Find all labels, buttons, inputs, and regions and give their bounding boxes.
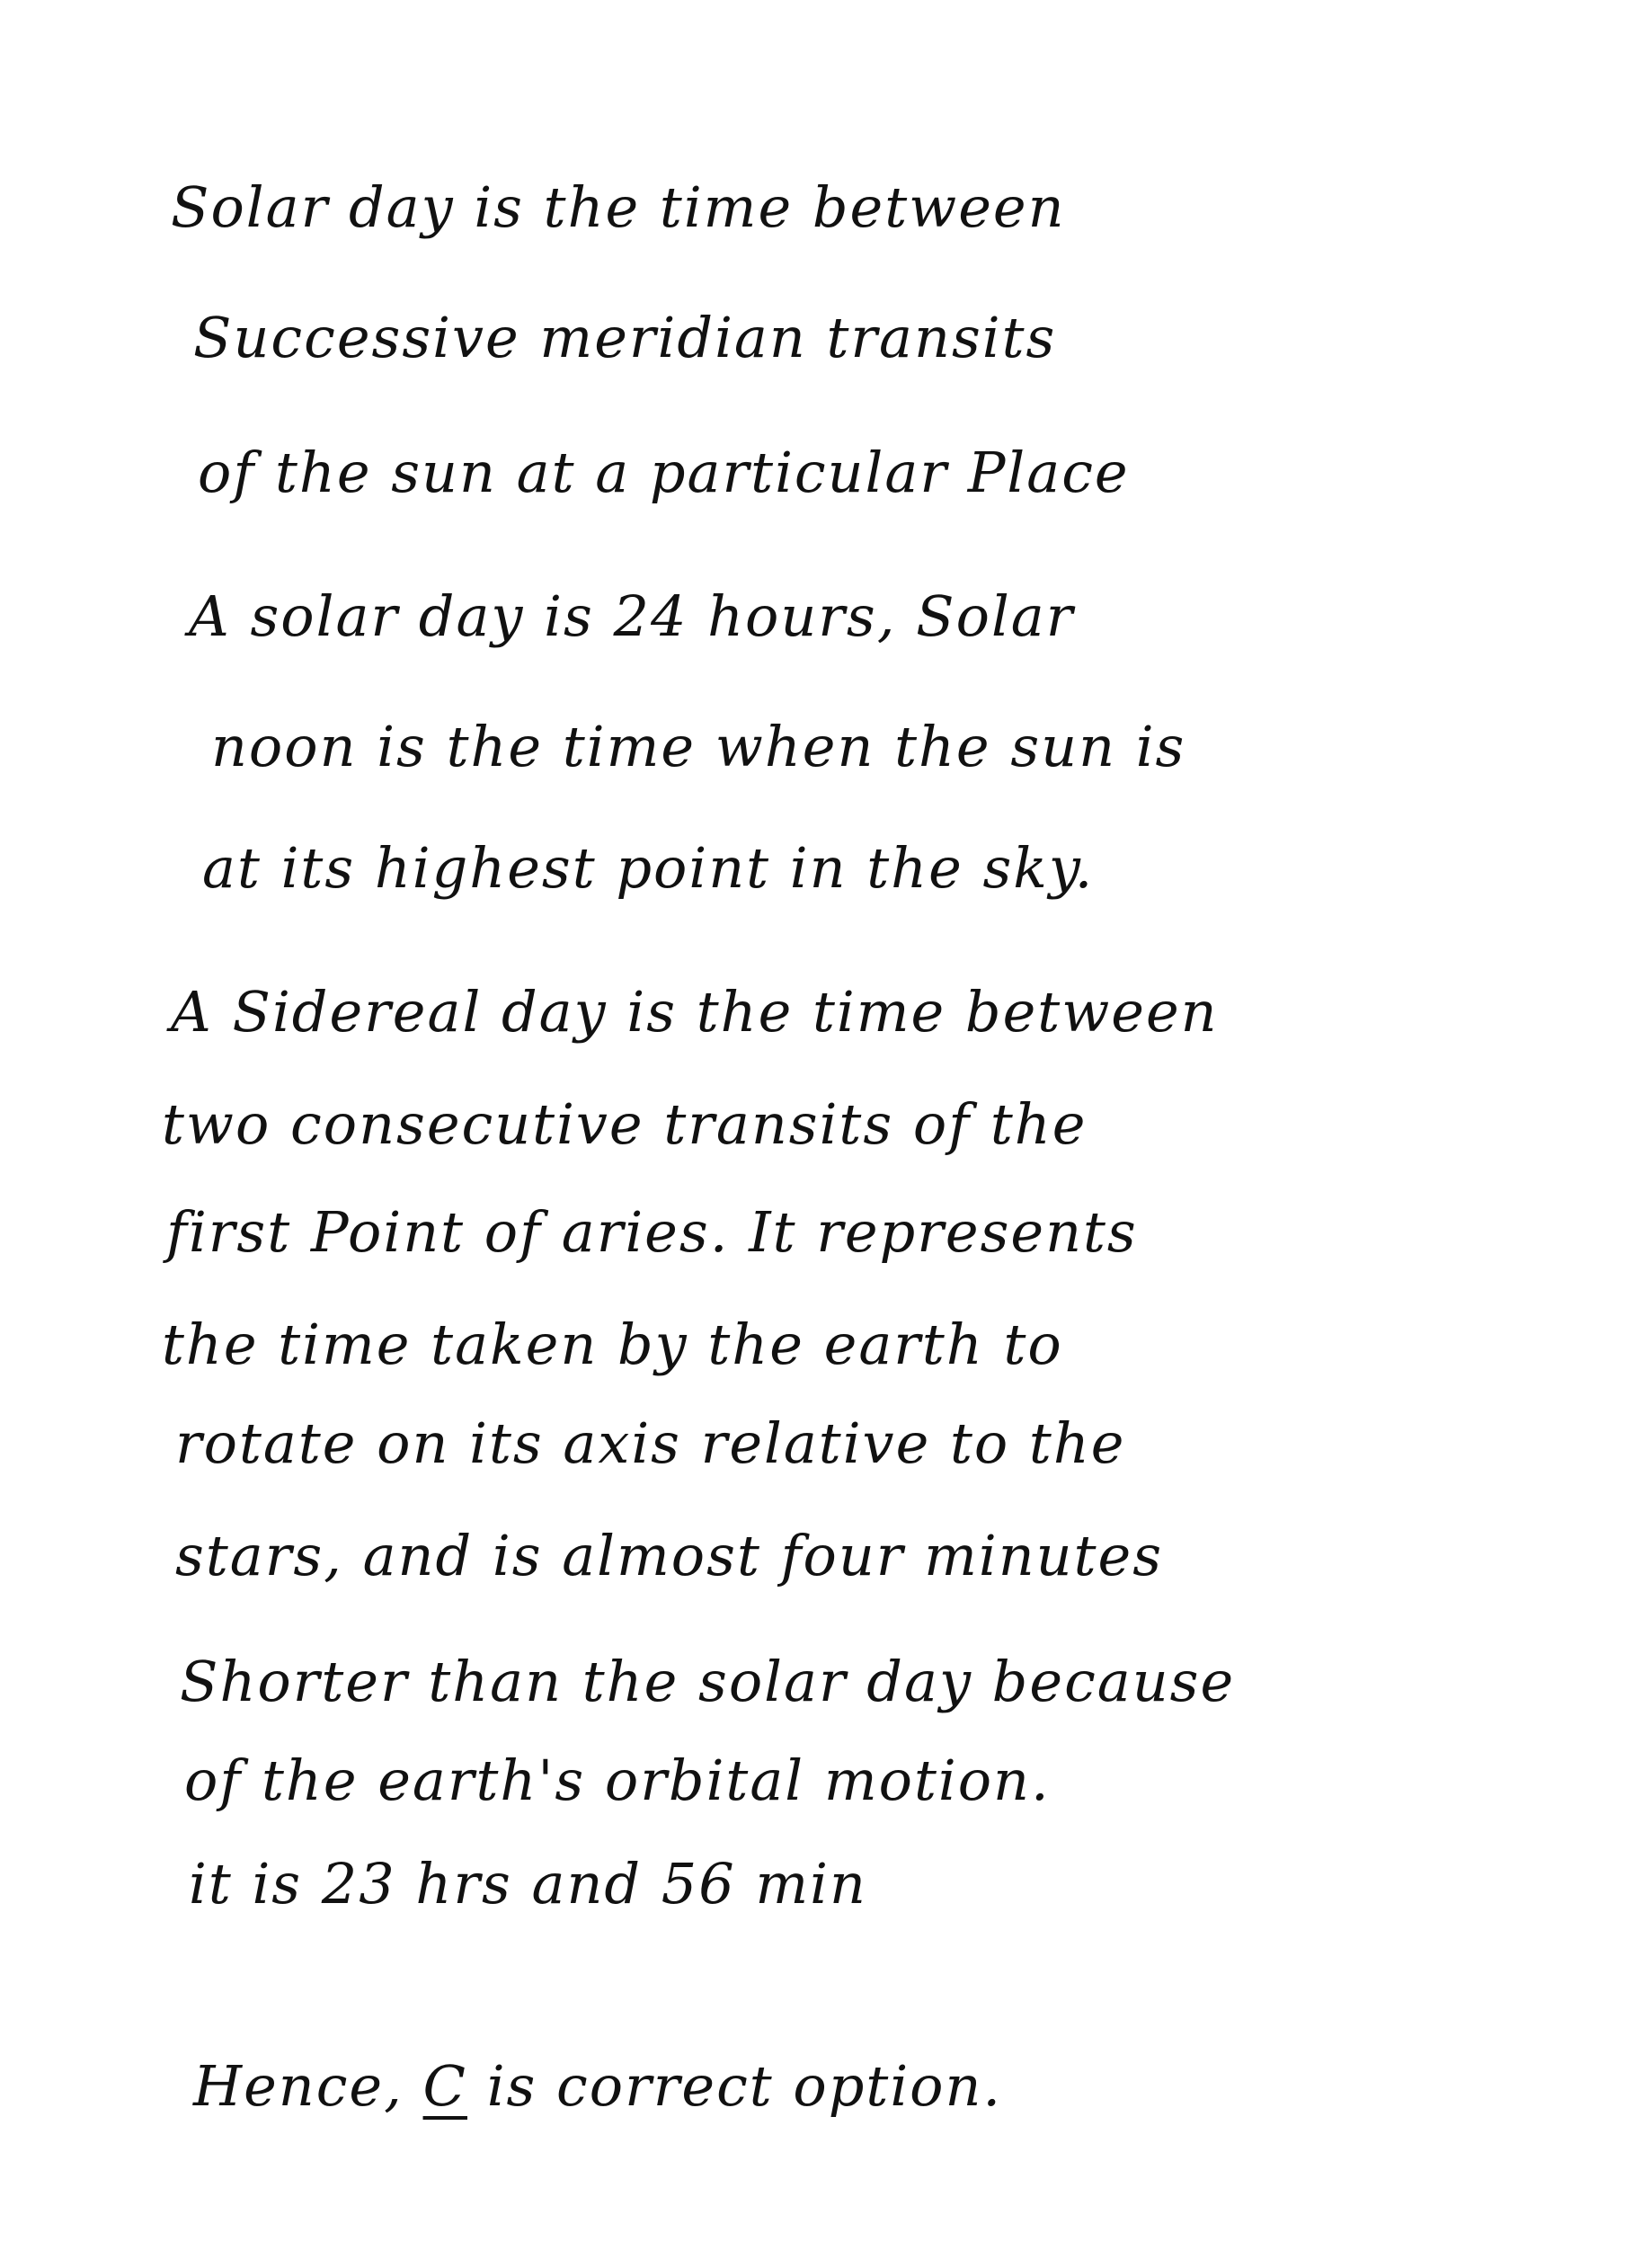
- sidereal-line-7: Shorter than the solar day because: [180, 1649, 1236, 1714]
- solar-line-4: A solar day is 24 hours, Solar: [189, 583, 1075, 649]
- sidereal-line-2: two consecutive transits of the: [162, 1091, 1088, 1157]
- conclusion-prefix: Hence,: [193, 2053, 423, 2119]
- sidereal-line-3: first Point of aries. It represents: [166, 1199, 1138, 1265]
- solar-line-5: noon is the time when the sun is: [211, 714, 1186, 779]
- sidereal-line-6: stars, and is almost four minutes: [175, 1523, 1164, 1588]
- correct-option-letter: C: [422, 2053, 467, 2119]
- solar-line-3: of the sun at a particular Place: [198, 440, 1130, 505]
- solar-line-1: Solar day is the time between: [171, 174, 1066, 240]
- sidereal-line-5: rotate on its axis relative to the: [175, 1410, 1126, 1476]
- conclusion-line: [193, 2053, 1003, 2119]
- solar-line-6: at its highest point in the sky.: [202, 835, 1095, 901]
- solar-line-2: Successive meridian transits: [193, 305, 1057, 370]
- sidereal-line-8: of the earth's orbital motion.: [184, 1748, 1051, 1813]
- sidereal-line-4: the time taken by the earth to: [162, 1312, 1063, 1377]
- sidereal-line-1: A Sidereal day is the time between: [171, 979, 1219, 1045]
- conclusion-suffix: is correct option.: [466, 2053, 1003, 2119]
- sidereal-line-9: it is 23 hrs and 56 min: [189, 1851, 867, 1917]
